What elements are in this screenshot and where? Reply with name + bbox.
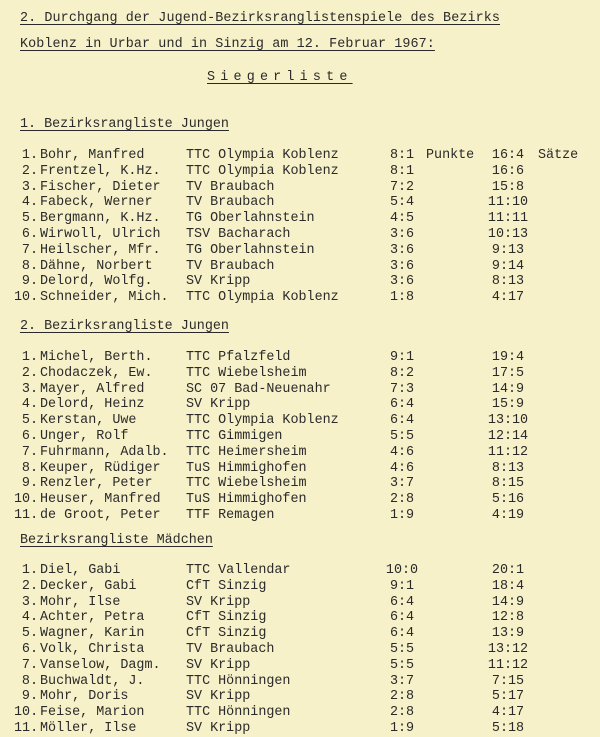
document-title: Siegerliste: [207, 70, 353, 85]
result-row: [0, 508, 600, 524]
rank: 3.: [21, 179, 38, 195]
player-name: Diel, Gabi: [40, 563, 121, 578]
rank: 4.: [21, 610, 38, 626]
club-name: TTF Remagen: [186, 508, 275, 523]
sets-score: 10:13: [487, 227, 529, 242]
player-name: Unger, Rolf: [40, 429, 129, 444]
sets-score: 8:13: [491, 274, 525, 290]
player-name: Delord, Wolfg.: [40, 274, 153, 290]
games-score: 9:1: [389, 350, 415, 365]
sets-score: 16:4: [491, 148, 525, 163]
club-name: TG Oberlahnstein: [186, 242, 315, 258]
result-row: [0, 366, 600, 382]
games-score: 2:8: [389, 705, 415, 721]
rank: 6.: [21, 227, 38, 242]
club-name: TG Oberlahnstein: [186, 211, 315, 227]
club-name: TV Braubach: [186, 195, 275, 211]
rank: 2.: [21, 163, 38, 179]
player-name: Wagner, Karin: [40, 626, 145, 642]
club-name: TV Braubach: [186, 179, 275, 195]
sets-score: 11:10: [487, 195, 529, 211]
result-row: [0, 429, 600, 445]
games-score: 5:5: [389, 429, 415, 444]
games-score: 1:9: [389, 721, 415, 736]
rank: 6.: [21, 642, 38, 657]
sets-score: 17:5: [491, 365, 525, 381]
sets-score: 9:14: [491, 258, 525, 274]
club-name: TSV Bacharach: [186, 227, 291, 242]
player-name: Volk, Christa: [40, 642, 145, 657]
games-score: 1:9: [389, 508, 415, 523]
games-score: 6:4: [389, 413, 415, 429]
player-name: Frentzel, K.Hz.: [40, 163, 161, 179]
rank: 3.: [21, 381, 38, 397]
club-name: CfT Sinzig: [186, 578, 267, 594]
result-row: [0, 461, 600, 477]
rank: 7.: [21, 657, 38, 673]
sets-label: Sätze: [538, 148, 579, 163]
rank: 7.: [21, 444, 38, 460]
games-score: 2:8: [389, 689, 415, 705]
games-score: 5:5: [389, 642, 415, 657]
club-name: TTC Olympia Koblenz: [186, 148, 339, 163]
player-name: Mohr, Ilse: [40, 594, 121, 610]
result-row: [0, 382, 600, 398]
result-row: [0, 164, 600, 180]
sets-score: 15:9: [491, 397, 525, 413]
rank: 5.: [21, 211, 38, 227]
section-heading: 1. Bezirksrangliste Jungen: [20, 117, 229, 132]
games-score: 5:5: [389, 657, 415, 673]
result-row: [0, 563, 600, 579]
club-name: TTC Hönningen: [186, 673, 291, 689]
sets-score: 8:13: [491, 460, 525, 476]
result-row: [0, 259, 600, 275]
player-name: de Groot, Peter: [40, 508, 161, 523]
sets-score: 11:11: [487, 211, 529, 227]
result-row: [0, 445, 600, 461]
result-row: [0, 350, 600, 366]
rank: 8.: [21, 258, 38, 274]
rank: 4.: [21, 195, 38, 211]
club-name: TTC Wiebelsheim: [186, 365, 307, 381]
club-name: TTC Olympia Koblenz: [186, 413, 339, 429]
games-score: 6:4: [389, 397, 415, 413]
rank: 8.: [21, 460, 38, 476]
section-heading: 2. Bezirksrangliste Jungen: [20, 319, 229, 334]
sets-score: 9:13: [491, 242, 525, 258]
player-name: Bergmann, K.Hz.: [40, 211, 161, 227]
player-name: Chodaczek, Ew.: [40, 365, 153, 381]
sets-score: 16:6: [491, 163, 525, 179]
sets-score: 4:17: [491, 705, 525, 721]
player-name: Fuhrmann, Adalb.: [40, 444, 169, 460]
rank: 3.: [21, 594, 38, 610]
sets-score: 4:17: [491, 290, 525, 306]
games-score: 4:6: [389, 444, 415, 460]
sets-score: 15:8: [491, 179, 525, 195]
club-name: TTC Hönningen: [186, 705, 291, 721]
header-line-1: 2. Durchgang der Jugend-Bezirksranglistenspiele des Bezirks: [20, 11, 501, 26]
player-name: Dähne, Norbert: [40, 258, 153, 274]
club-name: SV Kripp: [186, 721, 251, 736]
sets-score: 12:8: [491, 610, 525, 626]
rank: 11.: [14, 508, 39, 523]
rank: 7.: [21, 242, 38, 258]
rank: 5.: [21, 413, 38, 429]
rank: 2.: [21, 578, 38, 594]
player-name: Schneider, Mich.: [40, 290, 169, 306]
result-row: [0, 689, 600, 705]
sets-score: 4:19: [491, 508, 525, 523]
games-score: 3:7: [389, 673, 415, 689]
rank: 5.: [21, 626, 38, 642]
rank: 1.: [21, 563, 38, 578]
player-name: Renzler, Peter: [40, 476, 153, 492]
sets-score: 19:4: [491, 350, 525, 365]
games-score: 3:7: [389, 476, 415, 492]
games-score: 1:8: [389, 290, 415, 306]
rank: 9.: [21, 476, 38, 492]
rank: 8.: [21, 673, 38, 689]
games-score: 6:4: [389, 610, 415, 626]
club-name: TTC Gimmigen: [186, 429, 283, 444]
result-row: [0, 476, 600, 492]
rank: 10.: [14, 290, 39, 306]
games-score: 7:3: [389, 381, 415, 397]
sets-score: 12:14: [487, 429, 529, 444]
player-name: Mohr, Doris: [40, 689, 129, 705]
games-score: 8:1: [389, 163, 415, 179]
club-name: TuS Himmighofen: [186, 460, 307, 476]
games-score: 4:6: [389, 460, 415, 476]
result-row: [0, 595, 600, 611]
sets-score: 18:4: [491, 578, 525, 594]
club-name: SC 07 Bad-Neuenahr: [186, 381, 331, 397]
games-score: 3:6: [389, 242, 415, 258]
sets-score: 13:9: [491, 626, 525, 642]
club-name: TTC Olympia Koblenz: [186, 290, 339, 306]
games-score: 6:4: [389, 594, 415, 610]
player-name: Fabeck, Werner: [40, 195, 153, 211]
rank: 10.: [14, 492, 39, 508]
games-label: Punkte: [426, 148, 475, 163]
games-score: 4:5: [389, 211, 415, 227]
player-name: Keuper, Rüdiger: [40, 460, 161, 476]
player-name: Heilscher, Mfr.: [40, 242, 161, 258]
player-name: Mayer, Alfred: [40, 381, 145, 397]
rank: 2.: [21, 365, 38, 381]
club-name: SV Kripp: [186, 594, 251, 610]
games-score: 3:6: [389, 258, 415, 274]
player-name: Feise, Marion: [40, 705, 145, 721]
club-name: CfT Sinzig: [186, 610, 267, 626]
club-name: SV Kripp: [186, 274, 251, 290]
club-name: TV Braubach: [186, 642, 275, 657]
sets-score: 8:15: [491, 476, 525, 492]
result-row: [0, 642, 600, 658]
player-name: Vanselow, Dagm.: [40, 657, 161, 673]
club-name: TTC Vallendar: [186, 563, 291, 578]
games-score: 8:1: [389, 148, 415, 163]
rank: 9.: [21, 274, 38, 290]
sets-score: 11:12: [487, 444, 529, 460]
sets-score: 14:9: [491, 381, 525, 397]
result-row: [0, 413, 600, 429]
club-name: TTC Olympia Koblenz: [186, 163, 339, 179]
rank: 1.: [21, 148, 38, 163]
sets-score: 13:10: [487, 413, 529, 429]
result-row: [0, 211, 600, 227]
club-name: TTC Pfalzfeld: [186, 350, 291, 365]
games-score: 3:6: [389, 274, 415, 290]
result-row: [0, 705, 600, 721]
sets-score: 5:17: [491, 689, 525, 705]
games-score: 3:6: [389, 227, 415, 242]
club-name: SV Kripp: [186, 397, 251, 413]
result-row: [0, 492, 600, 508]
result-row: [0, 610, 600, 626]
games-score: 7:2: [389, 179, 415, 195]
sets-score: 5:16: [491, 492, 525, 508]
rank: 6.: [21, 429, 38, 444]
result-row: [0, 658, 600, 674]
section-heading: Bezirksrangliste Mädchen: [20, 533, 213, 548]
rank: 11.: [14, 721, 39, 736]
player-name: Michel, Berth.: [40, 350, 153, 365]
player-name: Achter, Petra: [40, 610, 145, 626]
player-name: Möller, Ilse: [40, 721, 137, 736]
player-name: Fischer, Dieter: [40, 179, 161, 195]
result-row: [0, 674, 600, 690]
player-name: Delord, Heinz: [40, 397, 145, 413]
club-name: TTC Heimersheim: [186, 444, 307, 460]
games-score: 6:4: [389, 626, 415, 642]
player-name: Kerstan, Uwe: [40, 413, 137, 429]
games-score: 9:1: [389, 578, 415, 594]
player-name: Heuser, Manfred: [40, 492, 161, 508]
games-score: 10:0: [385, 563, 419, 578]
club-name: SV Kripp: [186, 657, 251, 673]
header-line-2: Koblenz in Urbar und in Sinzig am 12. Februar 1967:: [20, 37, 435, 52]
rank: 4.: [21, 397, 38, 413]
games-score: 5:4: [389, 195, 415, 211]
result-row: [0, 274, 600, 290]
result-row: [0, 243, 600, 259]
result-row: [0, 579, 600, 595]
games-score: 8:2: [389, 365, 415, 381]
club-name: SV Kripp: [186, 689, 251, 705]
result-row: [0, 195, 600, 211]
club-name: TuS Himmighofen: [186, 492, 307, 508]
rank: 1.: [21, 350, 38, 365]
sets-score: 13:12: [487, 642, 529, 657]
club-name: TV Braubach: [186, 258, 275, 274]
sets-score: 20:1: [491, 563, 525, 578]
player-name: Buchwaldt, J.: [40, 673, 145, 689]
result-row: [0, 148, 600, 164]
player-name: Bohr, Manfred: [40, 148, 145, 163]
result-row: [0, 180, 600, 196]
result-row: [0, 626, 600, 642]
player-name: Wirwoll, Ulrich: [40, 227, 161, 242]
result-row: [0, 290, 600, 306]
sets-score: 5:18: [491, 721, 525, 736]
sets-score: 7:15: [491, 673, 525, 689]
result-row: [0, 227, 600, 243]
club-name: TTC Wiebelsheim: [186, 476, 307, 492]
result-row: [0, 397, 600, 413]
rank: 10.: [14, 705, 39, 721]
sets-score: 14:9: [491, 594, 525, 610]
club-name: CfT Sinzig: [186, 626, 267, 642]
rank: 9.: [21, 689, 38, 705]
sets-score: 11:12: [487, 657, 529, 673]
player-name: Decker, Gabi: [40, 578, 137, 594]
games-score: 2:8: [389, 492, 415, 508]
